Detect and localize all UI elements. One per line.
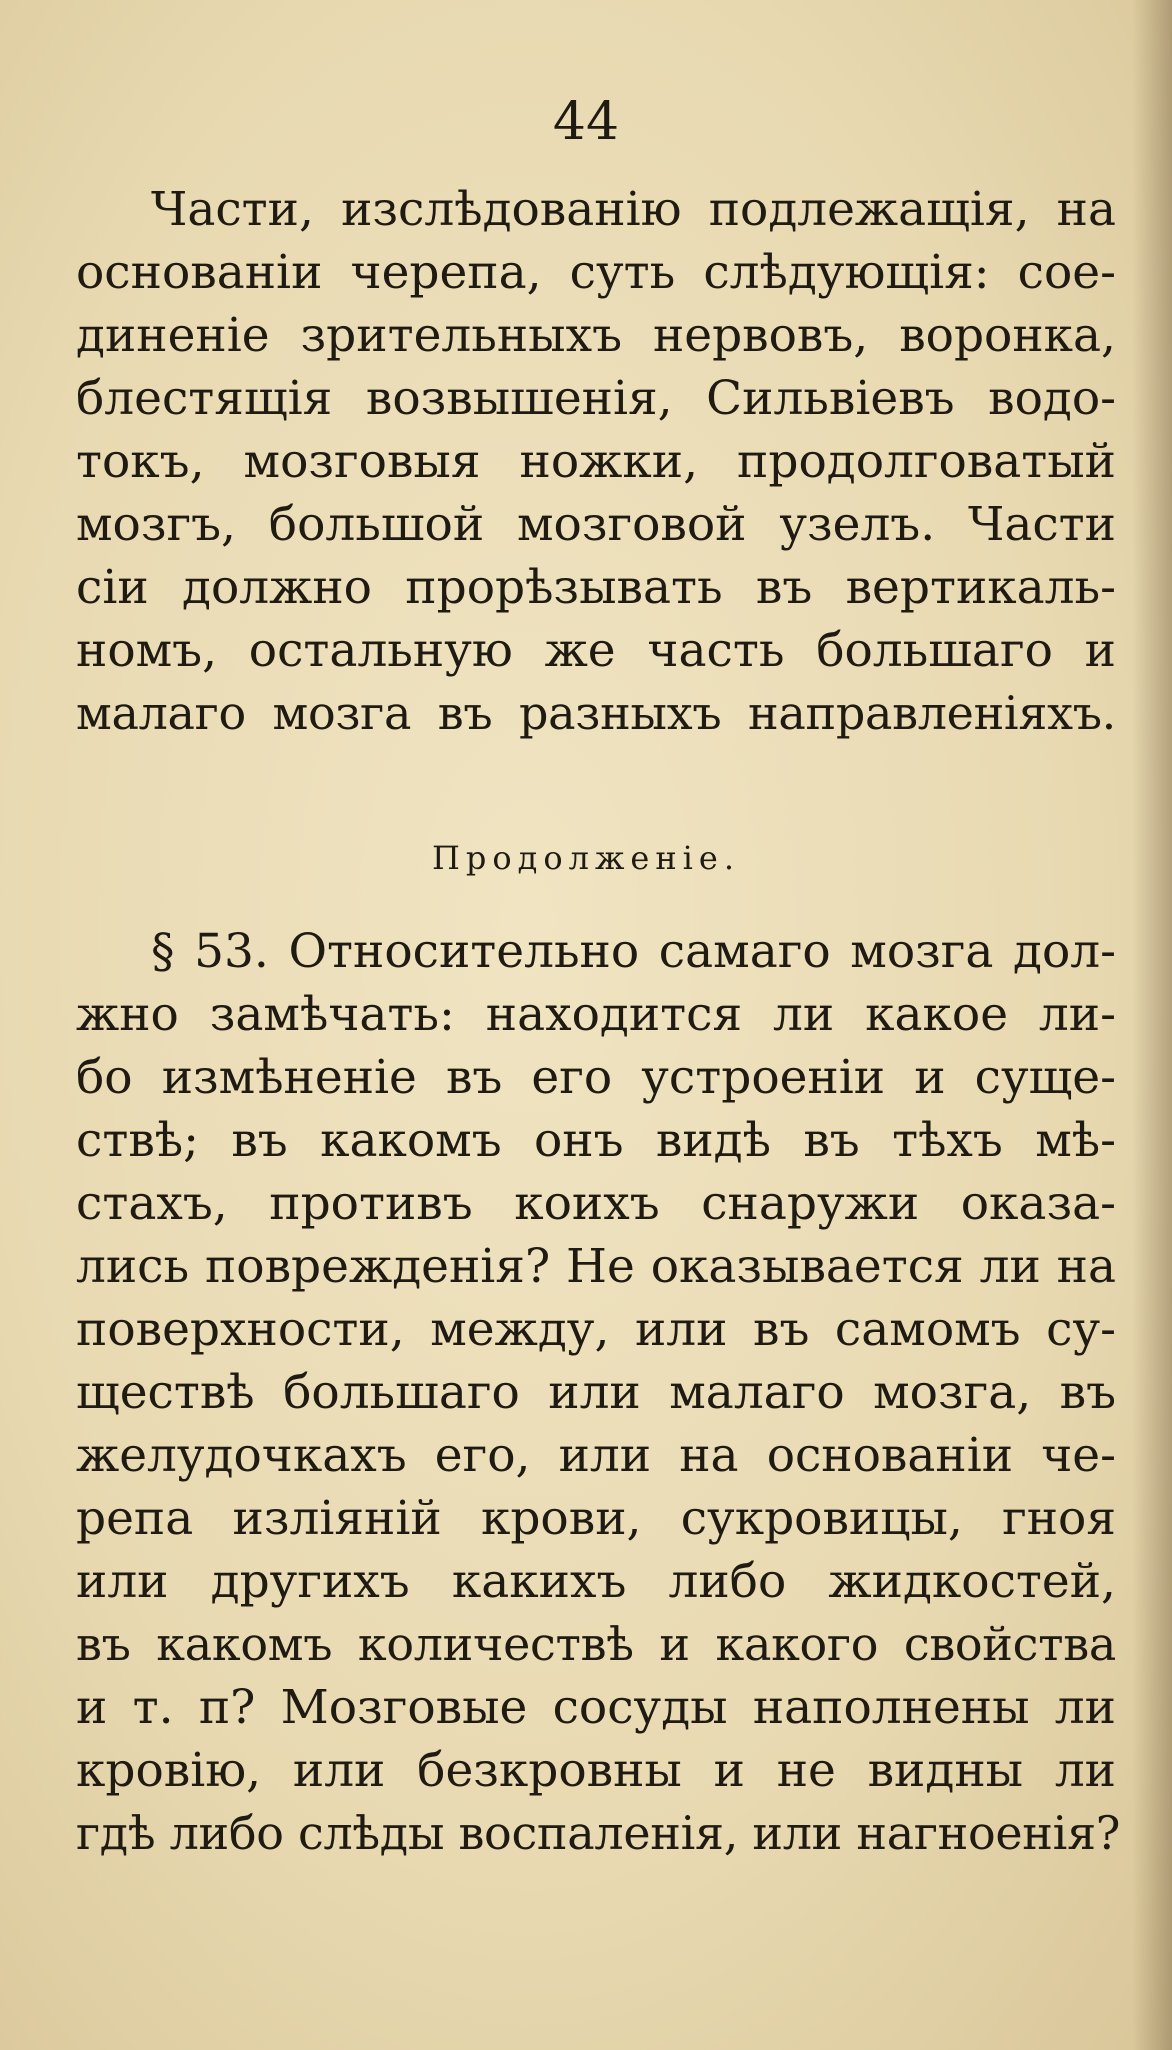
page-edge-shadow — [1132, 0, 1172, 2050]
paragraph-2 — [76, 920, 1121, 1865]
text-line: основаніи черепа, суть слѣдующія: сое- — [76, 245, 1116, 300]
text-line: желудочкахъ его, или на основаніи че- — [76, 1428, 1116, 1483]
text-line: диненіе зрительныхъ нервовъ, воронка, — [76, 308, 1116, 363]
text-line: малаго мозга въ разныхъ направленіяхъ. — [76, 686, 1116, 740]
page-number: 44 — [552, 92, 620, 152]
text-line: жно замѣчать: находится ли какое ли- — [76, 987, 1116, 1042]
text-line: бо измѣненіе въ его устроеніи и суще- — [76, 1050, 1116, 1105]
paragraph-1 — [76, 178, 1116, 745]
text-line: сіи должно прорѣзывать въ вертикаль- — [76, 560, 1116, 615]
text-line: лись поврежденія? Не оказывается ли на — [76, 1239, 1116, 1294]
text-line: номъ, остальную же часть большаго и — [76, 623, 1116, 678]
text-line: ществѣ большаго или малаго мозга, въ — [76, 1365, 1116, 1420]
text-line: токъ, мозговыя ножки, продолговатый — [76, 434, 1116, 489]
text-line: въ какомъ количествѣ и какого свойства — [76, 1617, 1116, 1671]
section-heading: Продолженіе. — [432, 839, 740, 877]
text-line: стахъ, противъ коихъ снаружи оказа- — [76, 1176, 1116, 1231]
text-line: поверхности, между, или въ самомъ су- — [76, 1302, 1116, 1357]
text-line: мозгъ, большой мозговой узелъ. Части — [76, 497, 1116, 552]
text-line: Части, изслѣдованію подлежащія, на — [151, 182, 1116, 237]
text-line: гдѣ либо слѣды воспаленія, или нагноенія? — [76, 1806, 1121, 1860]
text-line: блестящія возвышенія, Сильвіевъ водо- — [76, 371, 1116, 426]
text-line: и т. п? Мозговые сосуды наполнены ли — [76, 1680, 1116, 1735]
text-line: § 53. Относительно самаго мозга дол- — [151, 924, 1116, 979]
text-line: ствѣ; въ какомъ онъ видѣ въ тѣхъ мѣ- — [76, 1113, 1116, 1168]
text-line: или другихъ какихъ либо жидкостей, — [76, 1554, 1116, 1609]
text-line: кровію, или безкровны и не видны ли — [76, 1743, 1116, 1798]
text-line: репа изліяній крови, сукровицы, гноя — [76, 1491, 1116, 1546]
